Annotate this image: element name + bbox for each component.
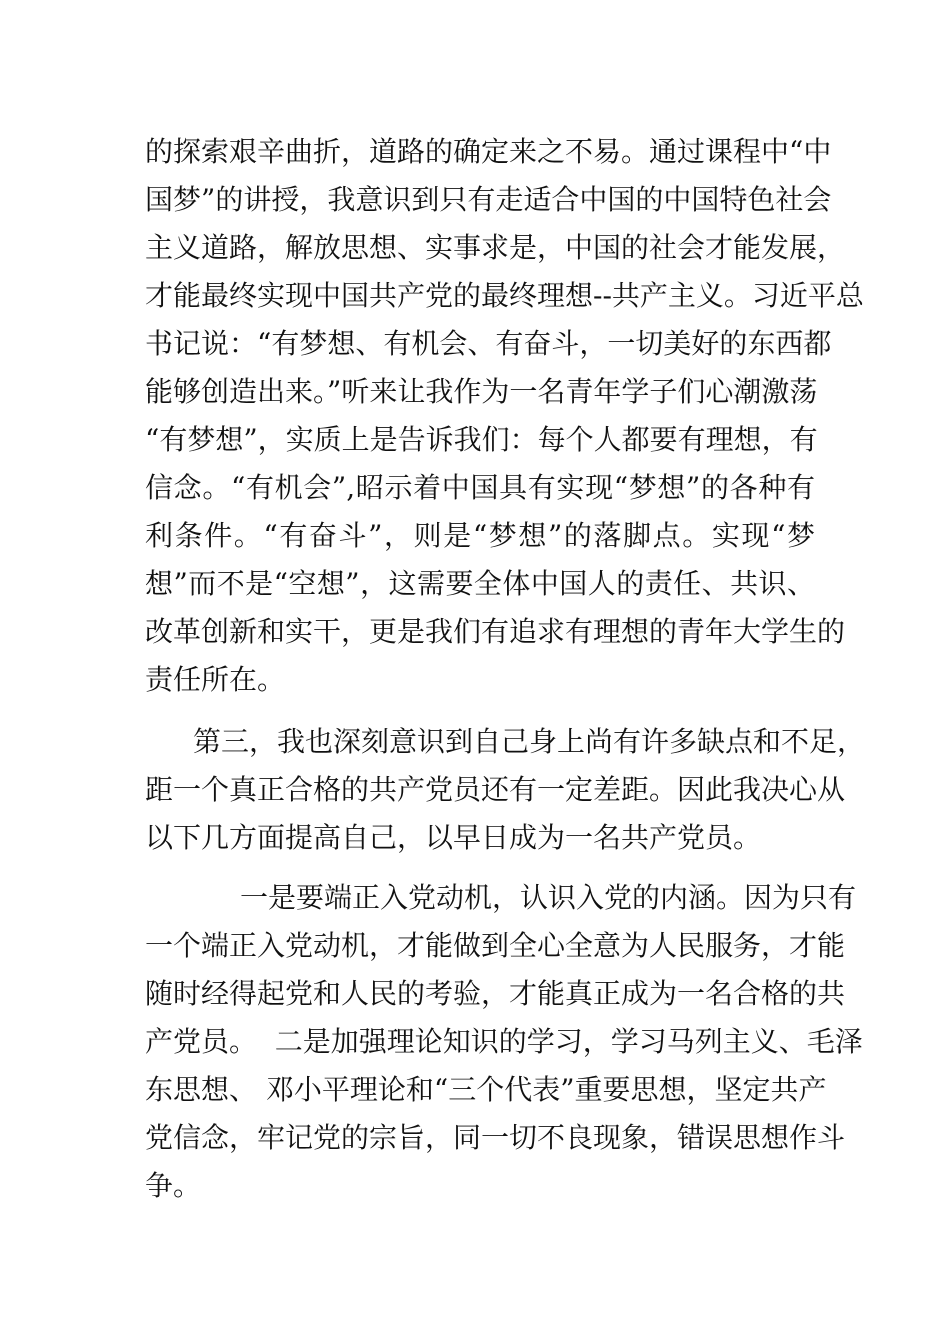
text-line: 以下几方面提高自己，以早日成为一名共产党员。 [145, 821, 762, 854]
text-line: 责任所在。 [145, 663, 286, 696]
text-line: 随时经得起党和人民的考验，才能真正成为一名合格的共 [145, 977, 846, 1010]
text-line: 改革创新和实干，更是我们有追求有理想的青年大学生的 [145, 615, 846, 648]
paragraph-first-line: 第三，我也深刻意识到自己身上尚有许多缺点和不足， [193, 725, 866, 758]
text-line: 一个端正入党动机，才能做到全心全意为人民服务，才能 [145, 929, 846, 962]
text-line: 争。 [145, 1169, 202, 1202]
text-line: 产党员。 二是加强理论知识的学习，学习马列主义、毛泽 [145, 1025, 863, 1058]
text-line: 想”而不是“空想”，这需要全体中国人的责任、共识、 [145, 567, 815, 600]
text-line: 书记说：“有梦想、有机会、有奋斗，一切美好的东西都 [145, 327, 832, 360]
text-line: 信念。“有机会”,昭示着中国具有实现“梦想”的各种有 [145, 471, 815, 504]
text-line: 东思想、 邓小平理论和“三个代表”重要思想，坚定共产 [145, 1073, 827, 1106]
text-line: 国梦”的讲授，我意识到只有走适合中国的中国特色社会 [145, 183, 832, 216]
text-line: 距一个真正合格的共产党员还有一定差距。因此我决心从 [145, 773, 846, 806]
text-line: 主义道路，解放思想、实事求是，中国的社会才能发展， [145, 231, 846, 264]
text-line: 利条件。“有奋斗”，则是“梦想”的落脚点。实现“梦 [145, 519, 815, 552]
text-line: 的探索艰辛曲折，道路的确定来之不易。通过课程中“中 [145, 135, 832, 168]
text-line: 能够创造出来。”听来让我作为一名青年学子们心潮激荡 [145, 375, 818, 408]
text-line: 才能最终实现中国共产党的最终理想--共产主义。习近平总 [145, 279, 864, 312]
paragraph-first-line: 一是要端正入党动机，认识入党的内涵。因为只有 [240, 881, 857, 914]
text-line: 党信念，牢记党的宗旨，同一切不良现象，错误思想作斗 [145, 1121, 846, 1154]
text-line: “有梦想”，实质上是告诉我们：每个人都要有理想，有 [145, 423, 818, 456]
